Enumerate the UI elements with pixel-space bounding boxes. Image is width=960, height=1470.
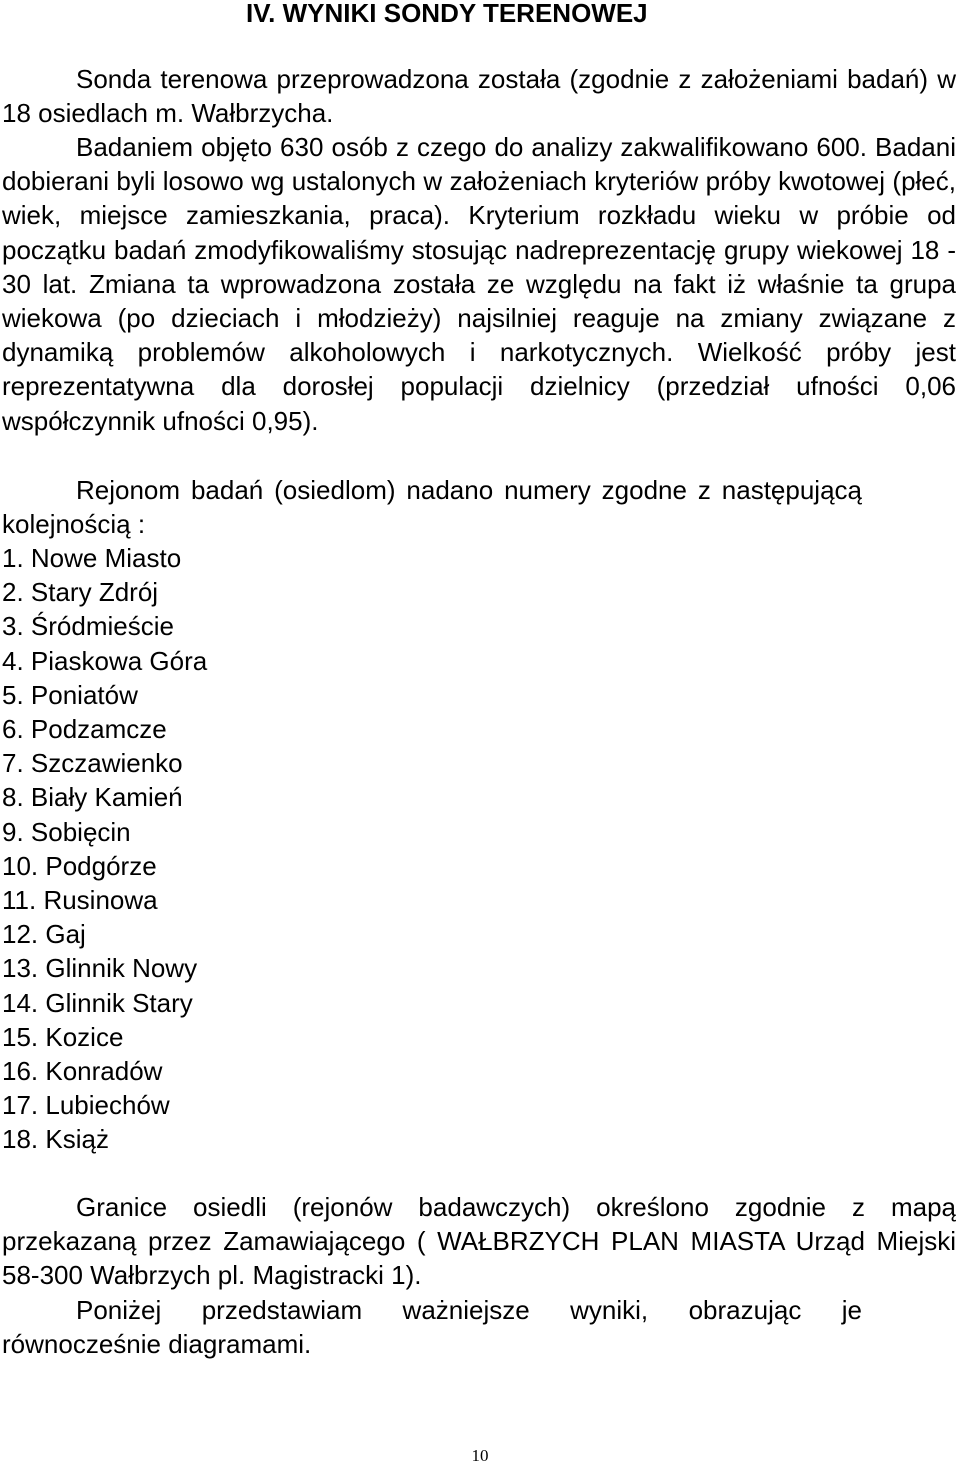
list-item: 2. Stary Zdrój [2,577,159,608]
list-item: 15. Kozice [2,1021,124,1052]
section-heading: IV. WYNIKI SONDY TERENOWEJ [246,0,648,28]
page-number: 10 [471,1446,489,1465]
list-item: 8. Biały Kamień [2,782,183,813]
list-item: 7. Szczawienko [2,748,183,779]
paragraph-district-numbering: Rejonom badań (osiedlom) nadano numery zgodne z następującą kolejnością : [2,475,862,540]
list-item: 13. Glinnik Nowy [2,953,198,984]
paragraph-district-boundaries: Granice osiedli (rejonów badawczych) określono zgodnie z mapą przekazaną przez Zamawiającego ( WAŁBRZYCH PLAN MIASTA Urząd Miejski 58-300 Wałbrzych pl. Magistracki 1). [2,1192,956,1291]
paragraph-results-intro: Poniżej przedstawiam ważniejsze wyniki, obrazując je równocześnie diagramami. [2,1295,862,1360]
list-item: 18. Książ [2,1124,109,1155]
list-item: 1. Nowe Miasto [2,543,182,573]
list-item: 5. Poniatów [2,679,138,710]
list-item: 16. Konradów [2,1056,163,1087]
list-item: 12. Gaj [2,919,86,950]
district-list [2,541,207,1157]
list-item: 6. Podzamcze [2,714,167,745]
list-item: 4. Piaskowa Góra [2,645,208,676]
list-item: 3. Śródmieście [2,611,174,642]
list-item: 11. Rusinowa [2,885,158,916]
list-item: 10. Podgórze [2,850,157,881]
paragraph-sample-description: Badaniem objęto 630 osób z czego do analizy zakwalifikowano 600. Badani dobierani byli losowo wg ustalonych w założeniach kryteriów próby kwotowej (płeć, wiek, miejsce zamieszkania, praca). Kryterium rozkładu wieku w próbie od początku badań zmodyfikowaliśmy stosując nadreprezentację grupy wiekowej 18 - 30 lat. Zmiana ta wprowadzona została ze względu na fakt iż właśnie ta grupa wiekowa (po dzieciach i młodzieży) najsilniej reaguje na zmiany związane z dynamiką problemów alkoholowych i narkotycznych. Wielkość próby jest reprezentatywna dla dorosłej populacji dzielnicy (przedział ufności 0,06 współczynnik ufności 0,95). [2,132,956,436]
list-item: 17. Lubiechów [2,1090,170,1121]
list-item: 14. Glinnik Stary [2,987,193,1018]
paragraph-survey-intro: Sonda terenowa przeprowadzona została (zgodnie z założeniami badań) w 18 osiedlach m. Wałbrzycha. [2,64,956,129]
list-item: 9. Sobięcin [2,816,131,847]
